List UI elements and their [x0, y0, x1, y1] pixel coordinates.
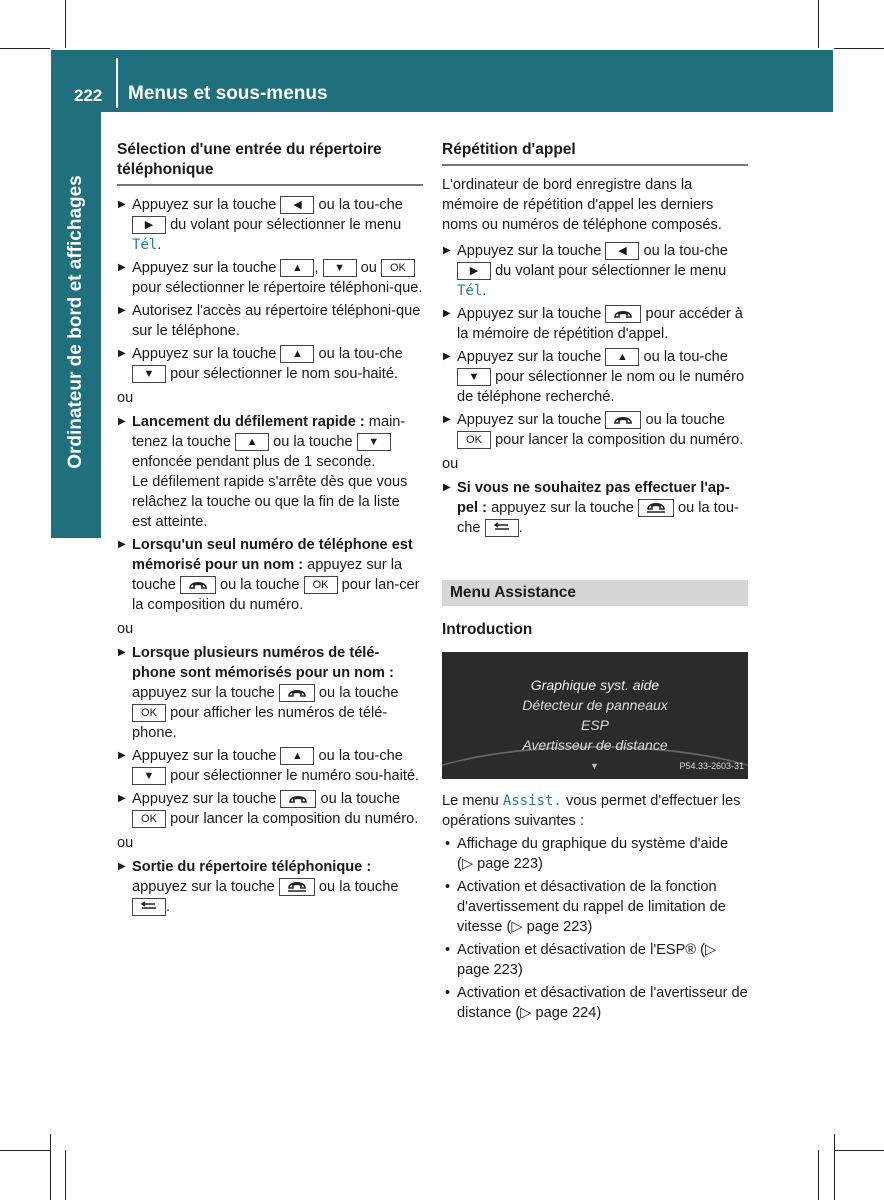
screen-menu-item: Avertisseur de distance	[522, 737, 668, 753]
phone-hangup-icon	[638, 499, 674, 517]
ok-key-icon: OK	[132, 810, 166, 828]
side-tab-title: Ordinateur de bord et affichages	[65, 175, 86, 469]
instruction-step: ▶ Lorsqu'un seul numéro de téléphone est mémorisé pour un nom : appuyez sur la touche ou la touche OK pour lan-cer la composition du numéro.	[117, 535, 423, 615]
crop-mark	[0, 1150, 50, 1151]
instruction-step: ▶ Lorsque plusieurs numéros de télé-phone sont mémorisés pour un nom : appuyez sur la touche ou la touche OK pour afficher les numéros de télé-phone.	[117, 643, 423, 743]
menu-name: Tél	[132, 237, 158, 253]
feature-list-item: • Affichage du graphique du système d'aide (▷ page 223)	[442, 834, 748, 874]
left-arrow-key-icon: ◀	[280, 196, 314, 214]
section-heading: Sélection d'une entrée du répertoire téléphonique	[117, 140, 423, 186]
header-divider	[116, 58, 118, 108]
instruction-step: ▶ Appuyez sur la touche ▲ ou la tou-che ▼ pour sélectionner le nom ou le numéro de téléphone recherché.	[442, 347, 748, 407]
down-arrow-key-icon: ▼	[132, 365, 166, 383]
phone-pickup-icon	[605, 411, 641, 429]
phone-hangup-icon	[279, 878, 315, 896]
back-icon	[132, 898, 166, 916]
or-text: ou	[117, 835, 134, 851]
instruction-step: ▶ Appuyez sur la touche ◀ ou la tou-che ▶ du volant pour sélectionner le menu Tél.	[117, 195, 423, 255]
right-column	[442, 140, 748, 1026]
ok-key-icon: OK	[132, 704, 166, 722]
instruction-step: ▶ Appuyez sur la touche ◀ ou la tou-che ▶ du volant pour sélectionner le menu Tél.	[442, 241, 748, 301]
left-column	[117, 140, 423, 920]
down-arrow-key-icon: ▼	[132, 767, 166, 785]
screen-menu-item: ESP	[580, 717, 609, 733]
instruction-step: ▶ Appuyez sur la touche ▲ ou la tou-che ▼ pour sélectionner le numéro sou-haité.	[117, 746, 423, 786]
figure-reference: P54.33-2603-31	[679, 761, 744, 771]
up-arrow-key-icon: ▲	[280, 747, 314, 765]
back-icon	[485, 519, 519, 537]
section-band: Menu Assistance	[442, 580, 748, 606]
or-text: ou	[442, 456, 459, 472]
crop-mark	[834, 48, 884, 49]
crop-mark	[50, 1134, 51, 1200]
display-screenshot	[442, 652, 748, 779]
down-arrow-key-icon: ▼	[457, 368, 491, 386]
intro-text: L'ordinateur de bord enregistre dans la mémoire de répétition d'appel les derniers noms ou numéros de téléphone composés.	[442, 177, 722, 233]
phone-pickup-icon	[180, 576, 216, 594]
description-text: Le menu Assist. vous permet d'effectuer les opérations suivantes :	[442, 793, 741, 829]
section-heading: Répétition d'appel	[442, 140, 748, 166]
page-title: Menus et sous-menus	[128, 83, 328, 104]
up-arrow-key-icon: ▲	[280, 259, 314, 277]
subheading: Introduction	[442, 621, 533, 638]
ok-key-icon: OK	[457, 431, 491, 449]
crop-mark	[818, 1150, 819, 1200]
down-arrow-key-icon: ▼	[323, 259, 357, 277]
phone-pickup-icon	[280, 790, 316, 808]
left-arrow-key-icon: ◀	[605, 242, 639, 260]
phone-pickup-icon	[279, 684, 315, 702]
menu-name: Tél	[457, 283, 483, 299]
screen-menu-item: Graphique syst. aide	[530, 677, 660, 693]
instruction-step: ▶ Appuyez sur la touche ou la touche OK pour lancer la composition du numéro.	[117, 789, 423, 829]
screen-menu-item: Détecteur de panneaux	[522, 697, 668, 713]
instruction-step: ▶ Lancement du défilement rapide : main-tenez la touche ▲ ou la touche ▼ enfoncée pendant plus de 1 seconde. Le défilement rapide s'arrête dès que vous relâchez la touche ou que la fin de la liste est atteinte.	[117, 412, 423, 532]
ok-key-icon: OK	[381, 259, 415, 277]
instruction-step: ▶ Appuyez sur la touche pour accéder à la mémoire de répétition d'appel.	[442, 304, 748, 344]
feature-list-item: • Activation et désactivation de l'ESP® (▷ page 223)	[442, 940, 748, 980]
crop-mark	[65, 0, 66, 48]
right-arrow-key-icon: ▶	[132, 216, 166, 234]
or-text: ou	[117, 621, 134, 637]
crop-mark	[834, 1150, 884, 1151]
phone-pickup-icon	[605, 305, 641, 323]
instruction-step: ▶ Appuyez sur la touche ou la touche OK pour lancer la composition du numéro.	[442, 410, 748, 450]
instruction-step: ▶ Appuyez sur la touche ▲ , ▼ ou OK pour sélectionner le répertoire téléphoni-que.	[117, 258, 423, 298]
instruction-step: ▶ Autorisez l'accès au répertoire téléphoni-que sur le téléphone.	[117, 301, 423, 341]
instruction-step: ▶ Si vous ne souhaitez pas effectuer l'ap-pel : appuyez sur la touche ou la tou-che .	[442, 478, 748, 538]
crop-mark	[65, 1150, 66, 1200]
feature-list-item: • Activation et désactivation de l'avertisseur de distance (▷ page 224)	[442, 983, 748, 1023]
crop-mark	[834, 1134, 835, 1200]
feature-list-item: • Activation et désactivation de la fonction d'avertissement du rappel de limitation de vitesse (▷ page 223)	[442, 877, 748, 937]
instruction-step: ▶ Appuyez sur la touche ▲ ou la tou-che ▼ pour sélectionner le nom sou-haité.	[117, 344, 423, 384]
right-arrow-key-icon: ▶	[457, 262, 491, 280]
up-arrow-key-icon: ▲	[235, 433, 269, 451]
down-arrow-key-icon: ▼	[357, 433, 391, 451]
ok-key-icon: OK	[304, 576, 338, 594]
up-arrow-key-icon: ▲	[605, 348, 639, 366]
scroll-down-arrow-icon: ▼	[590, 761, 599, 771]
up-arrow-key-icon: ▲	[280, 345, 314, 363]
menu-name: Assist.	[502, 793, 562, 809]
crop-mark	[0, 48, 50, 49]
instruction-step: ▶ Sortie du répertoire téléphonique : appuyez sur la touche ou la touche .	[117, 857, 423, 917]
or-text: ou	[117, 390, 134, 406]
crop-mark	[818, 0, 819, 48]
page-number: 222	[74, 86, 103, 105]
